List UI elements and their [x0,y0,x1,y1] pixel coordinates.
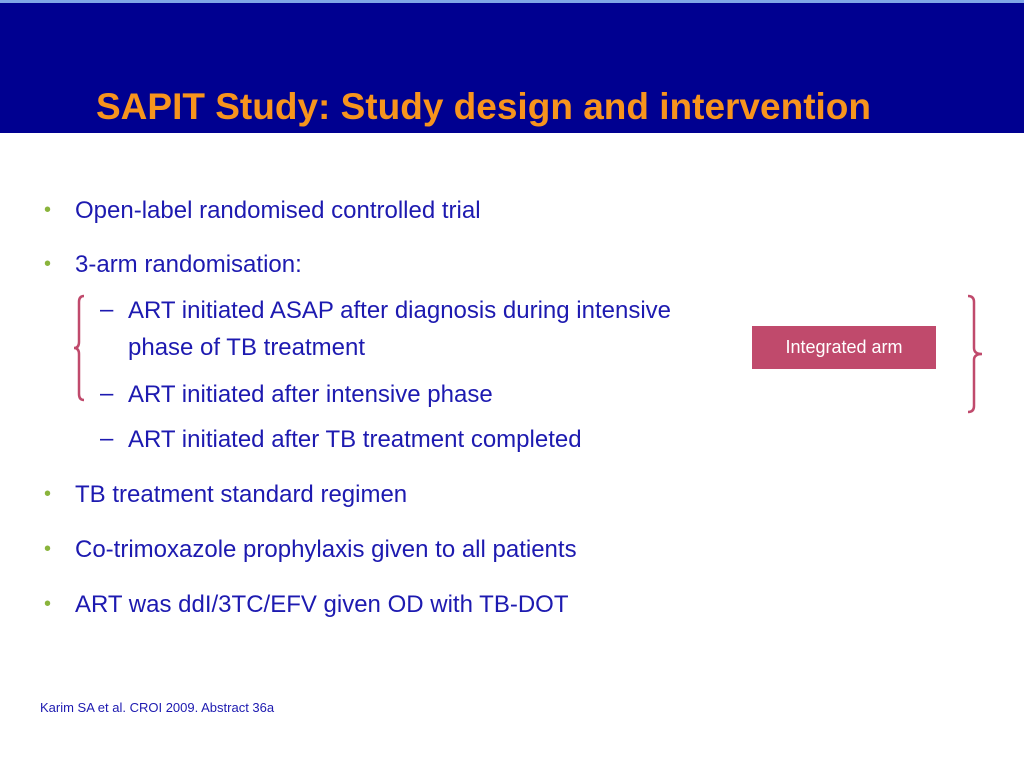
sub-bullet-text-line1: ART initiated ASAP after diagnosis during intensive [128,297,671,324]
integrated-arm-badge: Integrated arm [752,326,936,369]
sub-bullet-text-line2: phase of TB treatment [128,334,366,361]
sub-bullet-text: ART initiated after TB treatment completed [128,426,582,453]
sub-bullet-dash: – [100,296,114,323]
bullet-text: ART was ddI/3TC/EFV given OD with TB-DOT [75,591,569,618]
slide-title: SAPIT Study: Study design and intervention [96,86,871,127]
sub-bullet-text: ART initiated after intensive phase [128,381,493,408]
bullet-text: 3-arm randomisation: [75,251,302,278]
bullet-dot-icon: • [44,538,52,560]
bullet-dot-icon: • [44,483,52,505]
bullet-text: TB treatment standard regimen [75,481,408,508]
citation-footer: Karim SA et al. CROI 2009. Abstract 36a [40,700,275,715]
bullet-dot-icon: • [44,593,52,615]
bullet-text: Open-label randomised controlled trial [75,197,481,224]
right-brace-icon [964,294,988,414]
bullet-dot-icon: • [44,199,52,221]
sub-bullet-dash: – [100,425,114,452]
left-brace-icon [70,294,90,402]
sub-bullet-dash: – [100,380,114,407]
bullet-text: Co-trimoxazole prophylaxis given to all patients [75,536,577,563]
bullet-dot-icon: • [44,253,52,275]
